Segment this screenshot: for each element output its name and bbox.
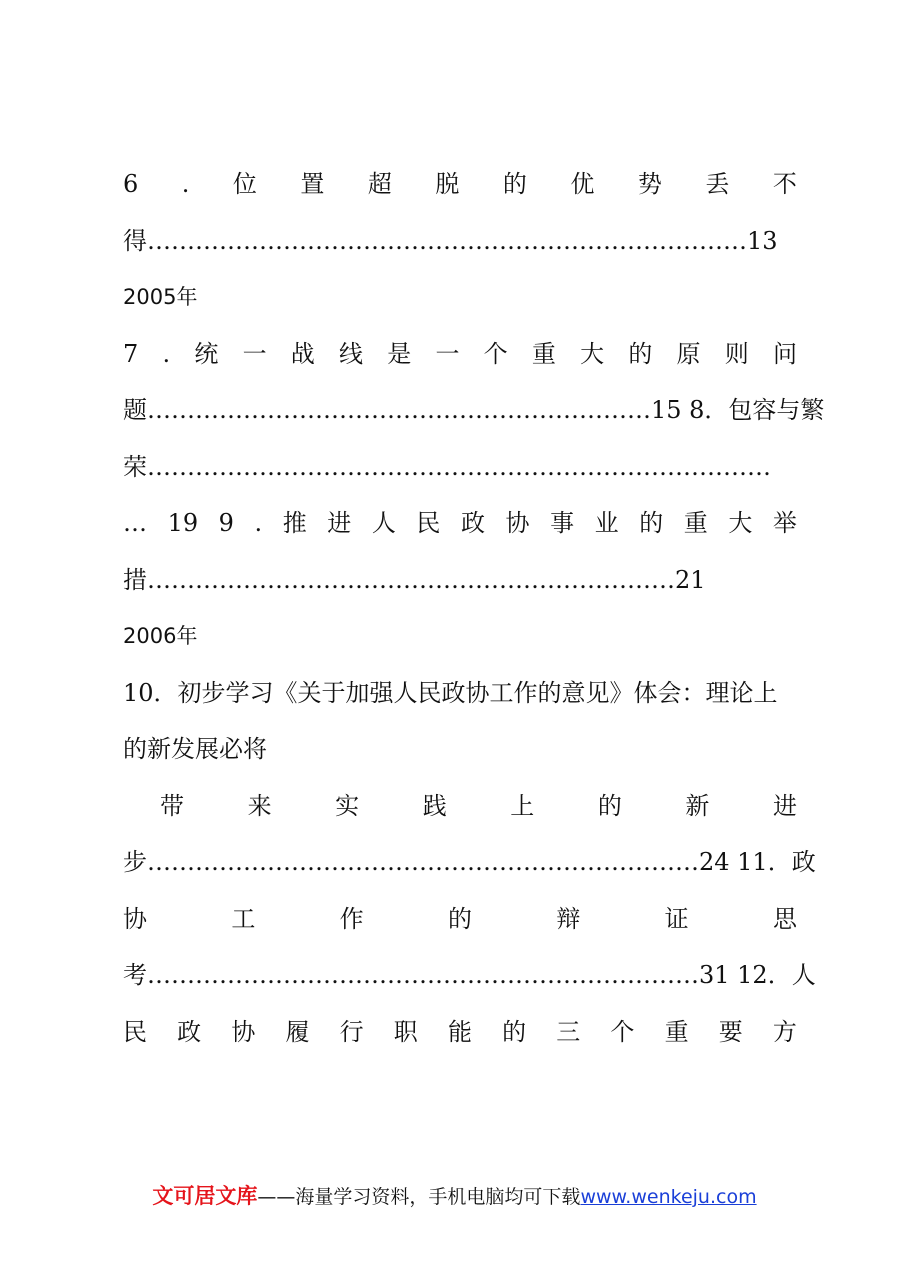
toc-line-7-page: 题………………………………………………………15 8．包容与繁 [123,396,825,424]
char: 事 [550,509,575,537]
char: 9 [218,509,234,537]
char: 线 [339,340,364,368]
char: 协 [231,1018,256,1046]
brand-name: 文可居文库 [152,1184,258,1208]
char: 的 [502,170,527,198]
toc-line-11-cont [123,903,797,935]
char: 践 [422,792,447,820]
char: 个 [610,1018,635,1046]
char: 三 [556,1018,581,1046]
char: 要 [718,1018,743,1046]
char: 政 [177,1018,202,1046]
footer-banner [0,1180,909,1213]
char: 推 [282,509,307,537]
char: 一 [435,340,460,368]
char: 超 [367,170,392,198]
char: 进 [327,509,352,537]
char: 重 [531,340,556,368]
char: 行 [339,1018,364,1046]
year-heading-2005: 2005年 [123,285,198,309]
char: 思 [772,905,797,933]
char: 人 [371,509,396,537]
char: 一 [242,340,267,368]
year-heading-2006: 2006年 [123,624,198,648]
char: 进 [772,792,797,820]
char: 7 [123,340,139,368]
char: 工 [231,905,256,933]
toc-line-9-page: 措…………………………………………………………21 [123,566,706,594]
char: 来 [247,792,272,820]
char: . [162,340,171,368]
char: 重 [664,1018,689,1046]
char: 置 [300,170,325,198]
char: 方 [772,1018,797,1046]
toc-line-6 [123,168,797,200]
char: 统 [194,340,219,368]
char: 优 [570,170,595,198]
char: 大 [580,340,605,368]
char: 6 [123,170,139,198]
char: 问 [772,340,797,368]
char: 民 [416,509,441,537]
website-link[interactable]: www.wenkeju.com [580,1186,757,1208]
char: 实 [335,792,360,820]
char: 协 [505,509,530,537]
char: 原 [676,340,701,368]
char: 大 [728,509,753,537]
char: . [181,170,190,198]
char: 协 [123,905,147,933]
char: 带 [160,792,184,820]
toc-line-11-page: 考……………………………………………………………31 12．人 [123,961,816,989]
toc-line-10-cont: 的新发展必将 [123,735,267,763]
char: 重 [683,509,708,537]
char: 政 [460,509,485,537]
char: 业 [594,509,619,537]
char: 举 [772,509,797,537]
char: 职 [393,1018,418,1046]
char: . [254,509,263,537]
toc-line-7 [123,338,797,370]
char: 的 [502,1018,527,1046]
char: 履 [285,1018,310,1046]
char: 个 [483,340,508,368]
char: 则 [724,340,749,368]
char: 作 [339,905,364,933]
toc-line-12-cont [123,1016,797,1048]
char: 的 [639,509,664,537]
char: 是 [387,340,412,368]
char: 证 [664,905,689,933]
toc-line-10-cont2 [160,790,797,822]
char: 的 [597,792,622,820]
toc-line-10: 10．初步学习《关于加强人民政协工作的意见》体会：理论上 [123,679,778,707]
char: 位 [232,170,257,198]
char: 上 [510,792,535,820]
char: 丢 [705,170,730,198]
char: 的 [447,905,472,933]
toc-line-10-page: 步……………………………………………………………24 11．政 [123,848,816,876]
char: 能 [447,1018,472,1046]
char: 战 [290,340,315,368]
char: 脱 [435,170,460,198]
char: 新 [685,792,710,820]
char: 辩 [556,905,581,933]
toc-line-9 [123,507,797,539]
footer-tagline: ——海量学习资料，手机电脑均可下载 [257,1186,581,1208]
char: 势 [637,170,662,198]
toc-line-6-page: 得…………………………………………………………………13 [123,227,778,255]
char: 不 [772,170,797,198]
char: 民 [123,1018,147,1046]
char: 的 [628,340,653,368]
char: 19 [167,509,199,537]
char: … [123,509,147,537]
toc-line-8-dots: 荣…………………………………………………………………… [123,453,771,481]
